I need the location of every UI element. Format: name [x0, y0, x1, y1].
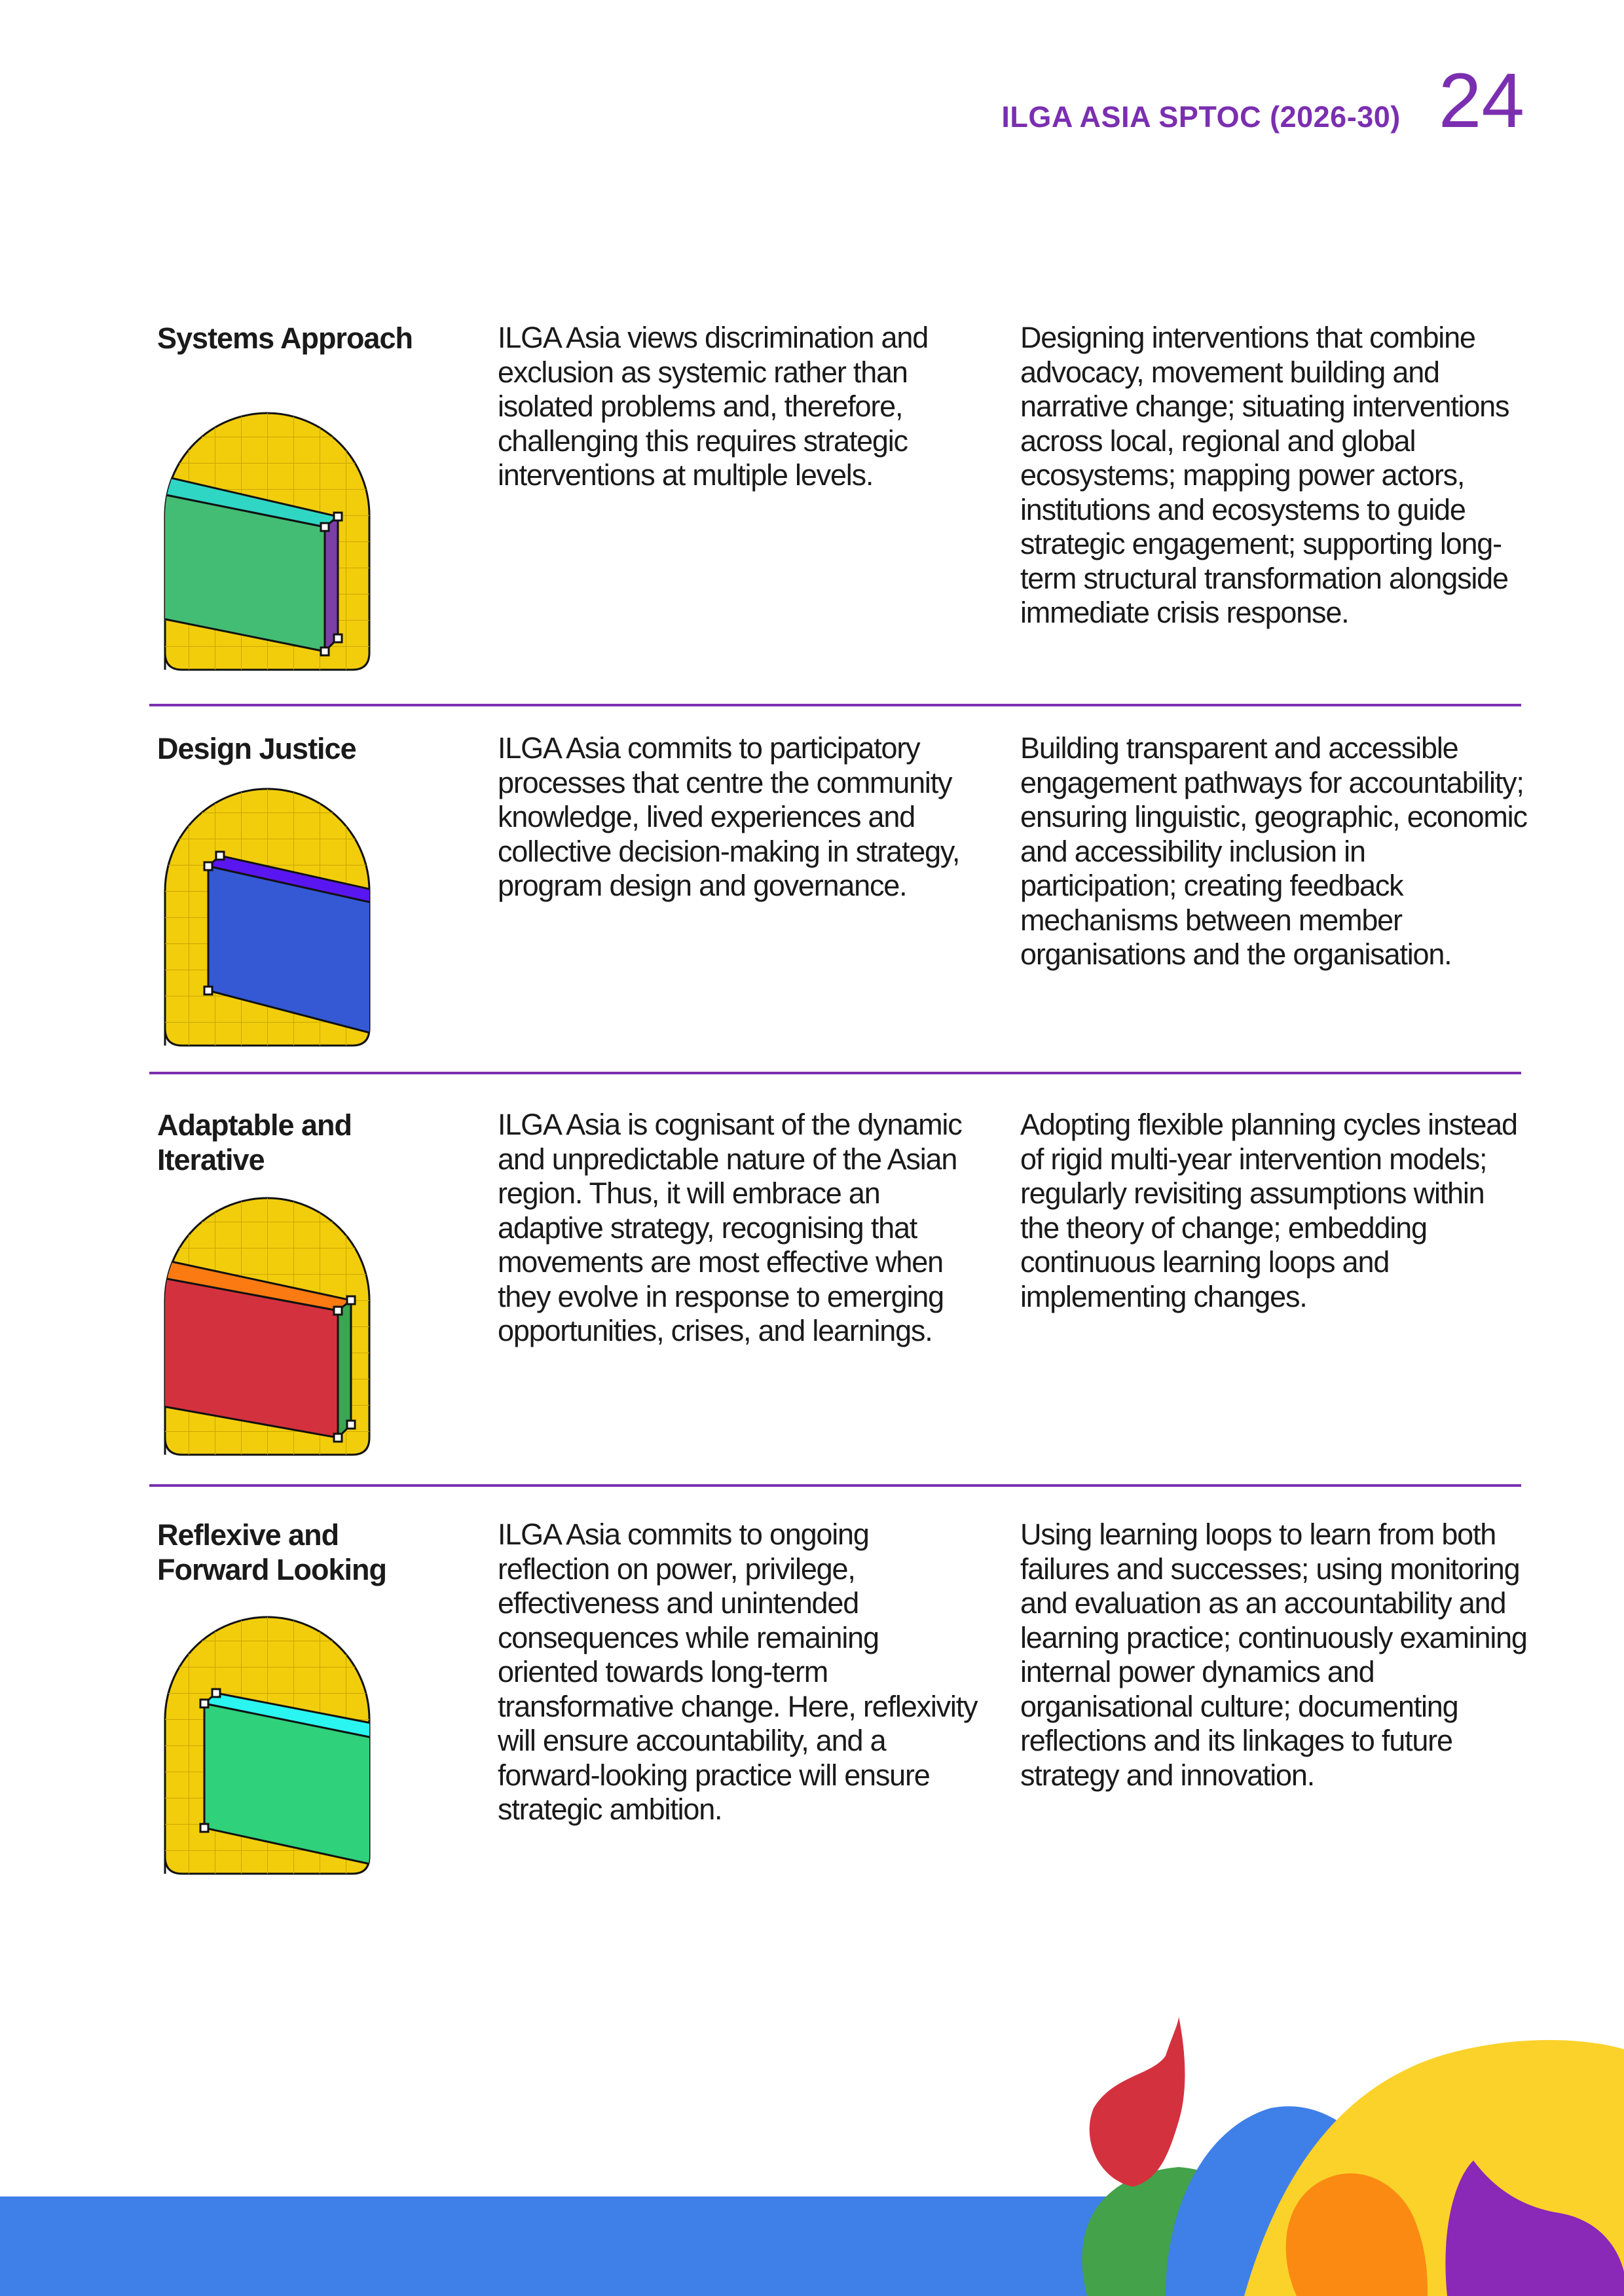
box-green-teal-purple-icon: [162, 410, 372, 672]
box-green-cyan-icon: [162, 1614, 372, 1876]
principle-description: ILGA Asia commits to ongoing reflection on power, privilege, effectiveness and unintended consequences while remaining oriented towards long-term transformative change. Here, reflexivity will ensure accountability, and a forward-looking practice will ensure strategic ambition.: [498, 1518, 978, 1826]
row-divider: [149, 1072, 1521, 1074]
principle-title: Adaptable and Iterative: [157, 1108, 352, 1176]
box-blue-violet-icon: [162, 786, 372, 1048]
principle-actions: Using learning loops to learn from both failures and successes; using monitoring and evaluation as an accountability and learning practice; continuously examining internal power dynamics and organisational culture; documenting reflections and its linkages to future strategy and innovation.: [1020, 1518, 1527, 1792]
principle-description: ILGA Asia is cognisant of the dynamic and unpredictable nature of the Asian region. Thus, it will embrace an adaptive strategy, recognising that movements are most effective when they evolve in response to emerging opportunities, crises, and learnings.: [498, 1108, 962, 1347]
principle-title: Systems Approach: [157, 321, 413, 355]
page-number: 24: [1438, 58, 1524, 144]
principle-title: Reflexive and Forward Looking: [157, 1518, 386, 1586]
box-red-orange-green-icon: [162, 1195, 372, 1457]
decorative-petals: [969, 2010, 1624, 2296]
principle-actions: Designing interventions that combine advocacy, movement building and narrative change; situating interventions across local, regional and global ecosystems; mapping power actors, institutions and ecosystems to guide strategic engagement; supporting long-term structural transformation alongside immediate crisis response.: [1020, 321, 1509, 629]
principle-actions: Building transparent and accessible engagement pathways for accountability; ensuring linguistic, geographic, economic and accessibility inclusion in participation; creating feedback mechanisms between member organisations and the organisation.: [1020, 731, 1527, 971]
row-divider: [149, 704, 1521, 706]
document-title: ILGA ASIA SPTOC (2026-30): [1001, 100, 1401, 134]
row-divider: [149, 1484, 1521, 1487]
principle-description: ILGA Asia views discrimination and exclusion as systemic rather than isolated problems and, therefore, challenging this requires strategic interventions at multiple levels.: [498, 321, 929, 492]
page-header: [1001, 58, 1524, 144]
principle-actions: Adopting flexible planning cycles instead of rigid multi-year intervention models; regularly revisiting assumptions within the theory of change; embedding continuous learning loops and implementing changes.: [1020, 1108, 1517, 1313]
principle-title: Design Justice: [157, 732, 356, 765]
principle-description: ILGA Asia commits to participatory processes that centre the community knowledge, lived experiences and collective decision-making in strategy, program design and governance.: [498, 731, 960, 902]
